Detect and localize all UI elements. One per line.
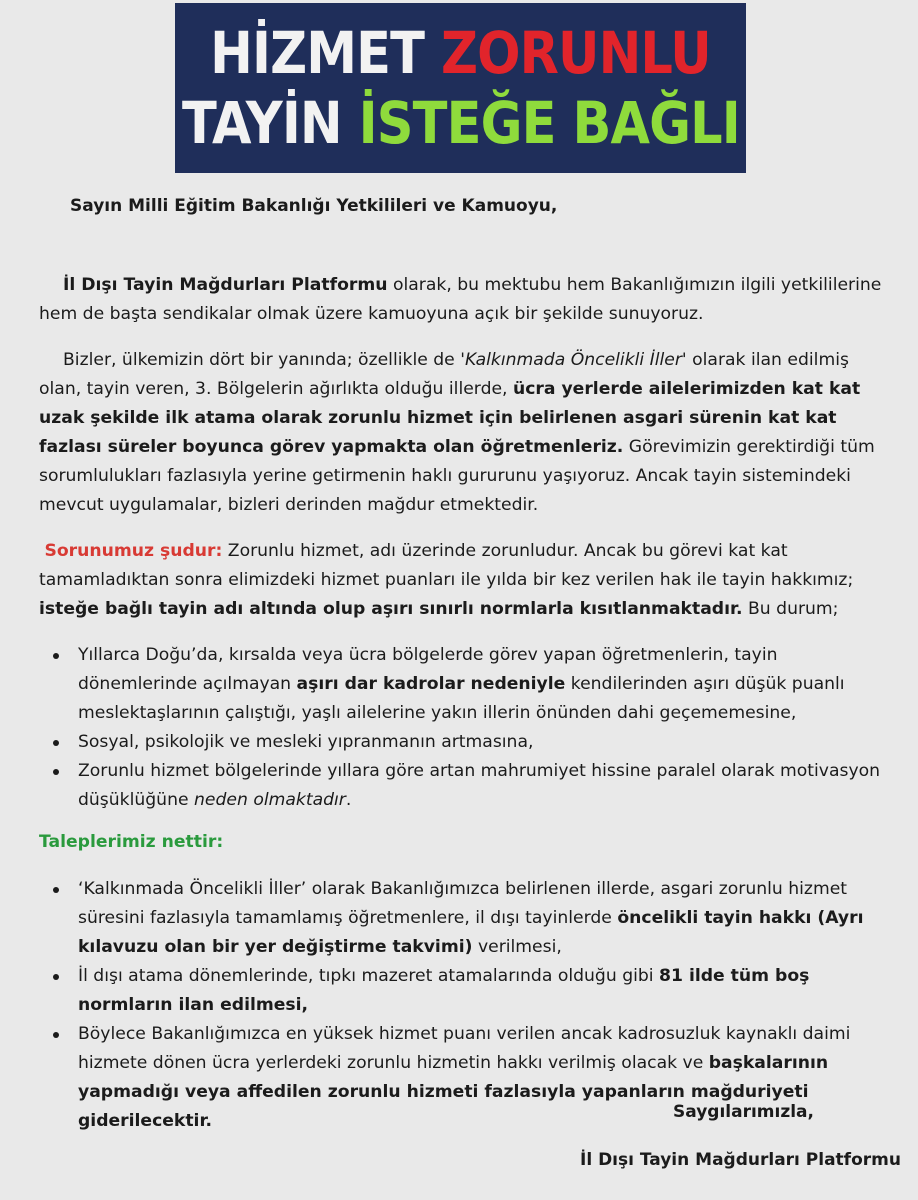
banner-line-1 xyxy=(210,18,711,88)
teachers-paragraph xyxy=(39,346,884,520)
banner-word-istege-bagli: İSTEĞE BAĞLI xyxy=(358,89,740,157)
list-item xyxy=(39,875,884,962)
bullet-text: Zorunlu hizmet bölgelerinde yıllara göre artan mahrumiyet hissine paralel olarak motivasyon düşüklüğüne xyxy=(78,761,881,810)
bullet-bold: öncelikli tayin hakkı (Ayrı kılavuzu olan bir yer değiştirme takvimi) xyxy=(78,908,864,957)
demands-bullet-list xyxy=(39,875,884,1136)
problem-bold: isteğe bağlı tayin adı altında olup aşırı sınırlı normlarla kısıtlanmaktadır. xyxy=(39,599,743,619)
teachers-text-3: Görevimizin gerektirdiği tüm sorumlulukları fazlasıyla yerine getirmenin haklı gururunu yaşıyoruz. Ancak tayin sistemindeki mevcut uygulamalar, bizleri derinden mağdur etmektedir. xyxy=(39,437,875,515)
intro-text: olarak, bu mektubu hem Bakanlığımızın ilgili yetkililerine hem de başta sendikalar olmak üzere kamuoyuna açık bir şekilde sunuyoruz. xyxy=(39,275,882,324)
teachers-text-1: Bizler, ülkemizin dört bir yanında; özellikle de xyxy=(63,350,461,370)
bullet-text: Sosyal, psikolojik ve mesleki yıpranmanın artmasına, xyxy=(78,732,534,752)
banner-word-hizmet: HİZMET xyxy=(210,19,425,87)
list-item xyxy=(39,757,884,815)
problem-text-1: Zorunlu hizmet, adı üzerinde zorunludur. Ancak bu görevi kat kat tamamladıktan sonra elimizdeki hizmet puanları ile yılda bir kez verilen hak ile tayin hakkımız; xyxy=(39,541,854,590)
problem-paragraph xyxy=(39,537,884,624)
problem-bullet-list xyxy=(39,641,884,815)
list-item xyxy=(39,728,884,757)
teachers-italic: 'Kalkınmada Öncelikli İller' xyxy=(460,350,687,370)
teachers-text-2: olarak ilan edilmiş olan, tayin veren, 3. Bölgelerin ağırlıkta olduğu illerde, xyxy=(39,350,849,399)
teachers-bold: ücra yerlerde ailelerimizden kat kat uzak şekilde ilk atama olarak zorunlu hizmet için belirlenen asgari sürenin kat kat fazlası süreler boyunca görev yapmakta olan öğretmenleriz. xyxy=(39,379,861,457)
bullet-text: verilmesi, xyxy=(472,937,562,957)
bullet-italic: neden olmaktadır xyxy=(194,790,346,810)
intro-paragraph xyxy=(39,271,884,329)
bullet-text: Yıllarca Doğu’da, kırsalda veya ücra bölgelerde görev yapan öğretmenlerin, tayin dönemlerinde açılmayan xyxy=(78,645,778,694)
list-item xyxy=(39,641,884,728)
banner-word-zorunlu: ZORUNLU xyxy=(440,19,711,87)
signature: İl Dışı Tayin Mağdurları Platformu xyxy=(580,1150,901,1170)
bullet-text: Böylece Bakanlığımızca en yüksek hizmet puanı verilen ancak kadrosuzluk kaynaklı daimi hizmete dönen ücra yerlerdeki zorunlu hizmetin hakkı verilmiş olacak ve xyxy=(78,1024,851,1073)
bullet-text: İl dışı atama dönemlerinde, tıpkı mazeret atamalarında olduğu gibi xyxy=(78,966,660,986)
banner-line-2 xyxy=(182,88,740,158)
intro-platform-name: İl Dışı Tayin Mağdurları Platformu xyxy=(63,275,388,295)
demands-title xyxy=(39,828,884,857)
bullet-bold: başkalarının yapmadığı veya affedilen zorunlu hizmeti fazlasıyla yapanların mağduriyeti giderilecektir. xyxy=(78,1053,829,1131)
bullet-bold: 81 ilde tüm boş normların ilan edilmesi, xyxy=(78,966,810,1015)
closing: Saygılarımızla, xyxy=(673,1102,814,1122)
demands-title-text: Taleplerimiz nettir: xyxy=(39,832,224,852)
problem-label: Sorunumuz şudur: xyxy=(44,541,223,561)
bullet-bold: aşırı dar kadrolar nedeniyle xyxy=(296,674,566,694)
bullet-text: ‘Kalkınmada Öncelikli İller’ olarak Bakanlığımızca belirlenen illerde, asgari zorunlu hizmet süresini fazlasıyla tamamlamış öğretmenlere, il dışı tayinlerde xyxy=(78,879,848,928)
problem-text-2: Bu durum; xyxy=(742,599,839,619)
title-banner xyxy=(175,3,746,173)
banner-word-tayin: TAYİN xyxy=(181,89,342,157)
list-item xyxy=(39,962,884,1020)
salutation: Sayın Milli Eğitim Bakanlığı Yetkilileri ve Kamuoyu, xyxy=(70,196,558,216)
bullet-text: kendilerinden aşırı düşük puanlı meslektaşlarının çalıştığı, yaşlı ailelerine yakın illerin önünden dahi geçememesine, xyxy=(78,674,845,723)
bullet-text: . xyxy=(345,790,352,810)
